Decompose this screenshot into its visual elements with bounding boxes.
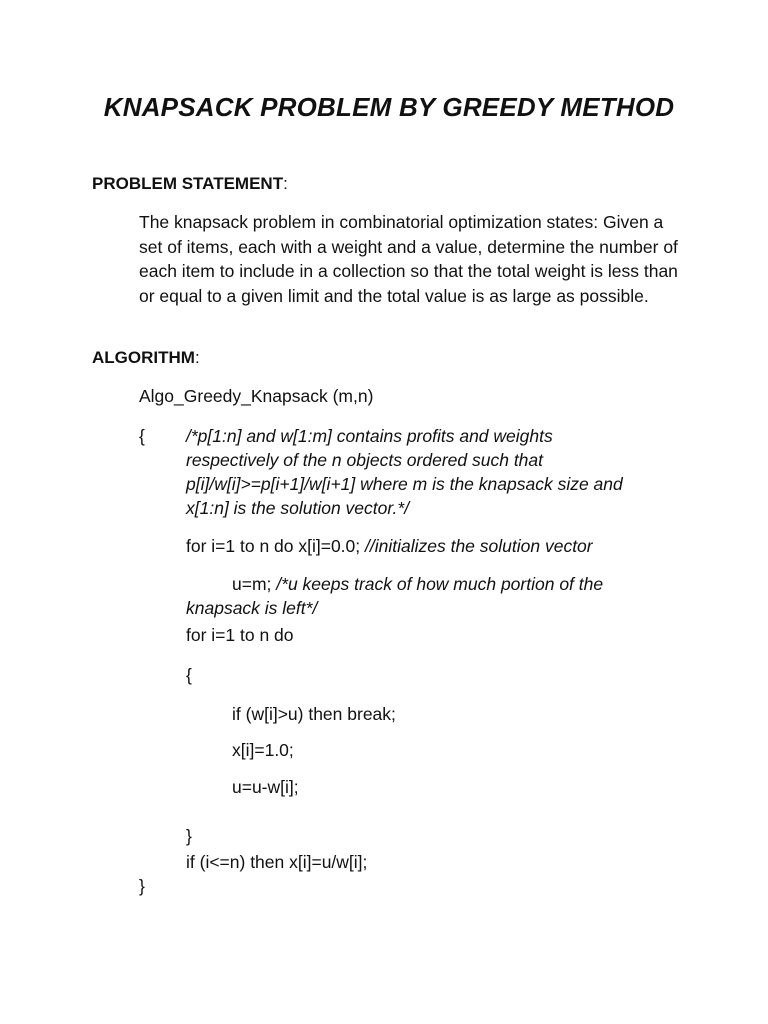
assign-u-comment-cont: knapsack is left*/ — [186, 598, 318, 618]
comment-line: p[i]/w[i]>=p[i+1]/w[i+1] where m is the knapsack size and — [186, 474, 623, 494]
open-brace: { — [139, 426, 145, 446]
heading-colon: : — [194, 348, 200, 367]
init-loop-comment: //initializes the solution vector — [365, 536, 593, 556]
algorithm-label: ALGORITHM — [92, 348, 195, 367]
update-u-statement: u=u-w[i]; — [232, 777, 299, 797]
inner-open-brace: { — [186, 665, 192, 685]
algorithm-signature: Algo_Greedy_Knapsack (m,n) — [139, 386, 374, 406]
assign-x-statement: x[i]=1.0; — [232, 740, 294, 760]
init-loop-code: for i=1 to n do x[i]=0.0; — [186, 536, 365, 556]
break-statement: if (w[i]>u) then break; — [232, 704, 396, 724]
close-brace: } — [139, 876, 145, 896]
page-title: KNAPSACK PROBLEM BY GREEDY METHOD — [103, 92, 675, 122]
final-if-statement: if (i<=n) then x[i]=u/w[i]; — [186, 852, 368, 872]
main-loop-line: for i=1 to n do — [186, 625, 294, 645]
problem-statement-text: The knapsack problem in combinatorial optimization states: Given a set of items, each with a weight and a value, determine the number of each item to include in a collection so that the total weight is less than or equal to a given limit and the total value is as large as possible. — [139, 212, 678, 306]
assign-u-line — [232, 572, 603, 596]
algorithm-heading — [92, 348, 200, 368]
assign-u-code: u=m; — [232, 574, 277, 594]
heading-colon: : — [283, 174, 288, 193]
init-loop-line — [186, 534, 593, 558]
problem-statement-heading — [92, 174, 288, 194]
inner-close-brace: } — [186, 826, 192, 846]
comment-line: /*p[1:n] and w[1:m] contains profits and weights — [186, 426, 553, 446]
header-comment — [186, 424, 623, 520]
comment-line: respectively of the n objects ordered such that — [186, 450, 544, 470]
problem-statement-label: PROBLEM STATEMENT — [92, 174, 284, 193]
comment-line: x[1:n] is the solution vector.*/ — [186, 498, 410, 518]
assign-u-comment: /*u keeps track of how much portion of the — [276, 574, 604, 594]
